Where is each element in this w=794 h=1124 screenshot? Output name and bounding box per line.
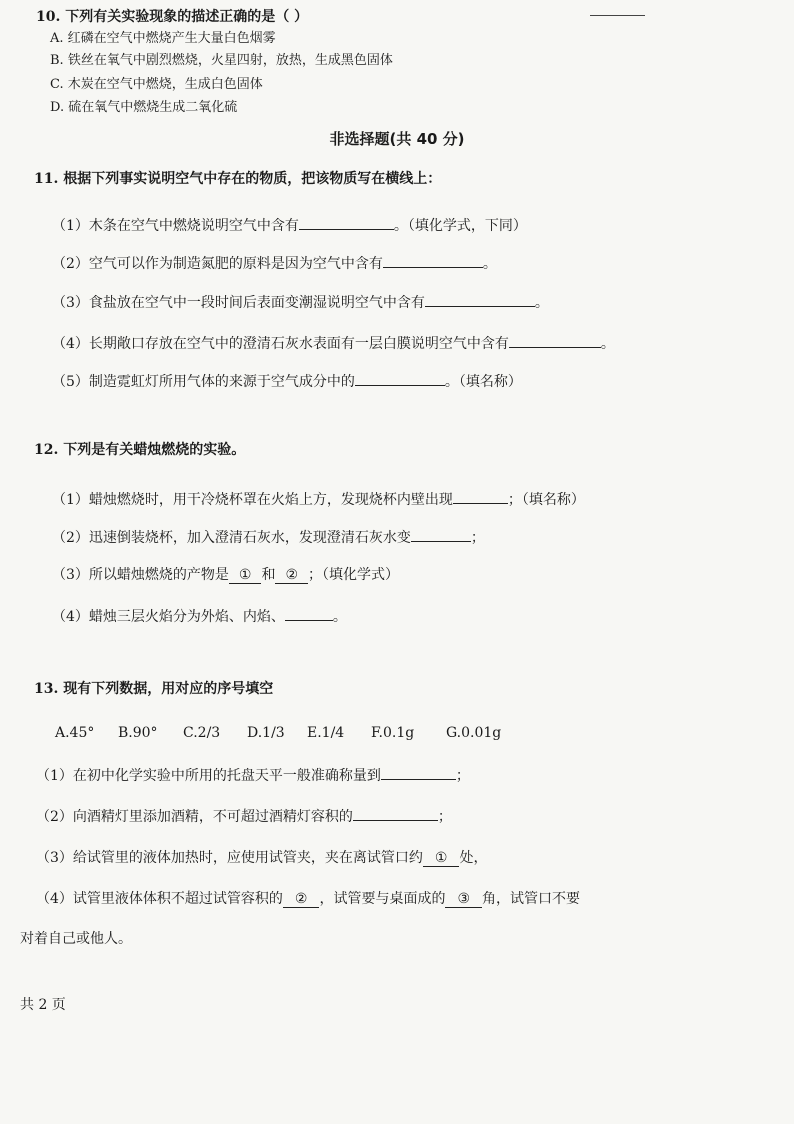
q12-blank-3a[interactable] (229, 567, 262, 584)
q12-blank-1[interactable] (453, 489, 508, 504)
q11-item-2-suffix: 。 (482, 256, 497, 272)
q10-option-b: B. 铁丝在氧气中剧烈燃烧，火星四射，放热，生成黑色固体 (50, 53, 393, 68)
q13-item-1 (36, 765, 470, 785)
q12-item-4-text: （4）蜡烛三层火焰分为外焰、内焰、 (52, 609, 285, 625)
q13-item-4 (36, 890, 580, 908)
q13-item-4-text: （4）试管里液体体积不超过试管容积的 (36, 891, 283, 907)
q12-item-1-text: （1）蜡烛燃烧时，用干冷烧杯罩在火焰上方，发现烧杯内壁出现 (52, 492, 453, 508)
q12-item-2 (52, 527, 485, 547)
q13-item-2-text: （2）向酒精灯里添加酒精，不可超过酒精灯容积的 (36, 809, 353, 825)
q12-item-2-text: （2）迅速倒装烧杯，加入澄清石灰水，发现澄清石灰水变 (52, 530, 411, 546)
q11-item-5 (52, 371, 522, 391)
q12-blank-2[interactable] (411, 527, 471, 542)
q11-item-4-text: （4）长期敞口存放在空气中的澄清石灰水表面有一层白膜说明空气中含有 (52, 336, 509, 352)
q12-item-1 (52, 489, 585, 509)
q13-option-c: C.2/3 (183, 725, 221, 741)
q11-item-3-text: （3）食盐放在空气中一段时间后表面变潮湿说明空气中含有 (52, 295, 425, 311)
q13-option-f: F.0.1g (371, 725, 415, 741)
q13-mark-1: ① (434, 850, 448, 866)
q11-item-3 (52, 292, 549, 312)
top-rule (590, 15, 645, 16)
q13-blank-3[interactable] (423, 850, 460, 867)
q13-item-2 (36, 806, 452, 826)
q13-option-g: G.0.01g (446, 725, 502, 741)
q13-blank-2[interactable] (353, 806, 438, 821)
q12-blank-4[interactable] (285, 606, 333, 621)
q12-mark-2: ② (285, 567, 299, 583)
q13-mark-2: ② (294, 891, 308, 907)
q12-title: 12. 下列是有关蜡烛燃烧的实验。 (34, 442, 246, 458)
q10-option-c: C. 木炭在空气中燃烧，生成白色固体 (50, 77, 263, 92)
q13-item-1-suffix: ； (455, 768, 470, 784)
q13-item-4-mid: ，试管要与桌面成的 (319, 891, 446, 907)
q12-blank-3b[interactable] (275, 567, 308, 584)
q13-mark-3: ③ (457, 891, 471, 907)
q11-blank-2[interactable] (383, 253, 483, 268)
q10-option-a: A. 红磷在空气中燃烧产生大量白色烟雾 (50, 31, 276, 46)
q12-item-3-mid: 和 (261, 567, 276, 583)
q13-item-3-suffix: 处， (459, 850, 488, 866)
q12-mark-1: ① (238, 567, 252, 583)
q11-item-1-suffix: 。（填化学式，下同） (393, 218, 527, 234)
q11-blank-3[interactable] (425, 292, 535, 307)
q13-blank-4a[interactable] (283, 891, 320, 908)
q12-item-3-text: （3）所以蜡烛燃烧的产物是 (52, 567, 229, 583)
q10-option-d: D. 硫在氧气中燃烧生成二氧化硫 (50, 100, 238, 115)
q11-blank-5[interactable] (355, 371, 445, 386)
q11-title: 11. 根据下列事实说明空气中存在的物质，把该物质写在横线上： (34, 171, 442, 187)
q11-item-4-suffix: 。 (600, 336, 615, 352)
q11-blank-4[interactable] (509, 333, 601, 348)
q12-item-4-suffix: 。 (332, 609, 347, 625)
q13-item-2-suffix: ； (437, 809, 452, 825)
q11-item-5-text: （5）制造霓虹灯所用气体的来源于空气成分中的 (52, 374, 355, 390)
q11-item-1-text: （1）木条在空气中燃烧说明空气中含有 (52, 218, 299, 234)
q12-item-1-suffix: ；（填名称） (507, 492, 585, 508)
q13-title: 13. 现有下列数据，用对应的序号填空 (34, 681, 274, 697)
q13-option-a: A.45° (55, 725, 95, 741)
q13-item-3 (36, 849, 487, 867)
page-footer: 共 2 页 (20, 997, 66, 1013)
q11-item-1 (52, 215, 527, 235)
q13-blank-1[interactable] (381, 765, 456, 780)
q12-item-3-suffix: ；（填化学式） (308, 567, 400, 583)
q13-item-3-text: （3）给试管里的液体加热时，应使用试管夹，夹在离试管口约 (36, 850, 423, 866)
q13-option-d: D.1/3 (247, 725, 285, 741)
q11-item-4 (52, 333, 615, 353)
q13-option-e: E.1/4 (307, 725, 345, 741)
q13-item-1-text: （1）在初中化学实验中所用的托盘天平一般准确称量到 (36, 768, 381, 784)
q11-item-2 (52, 253, 497, 273)
q11-item-3-suffix: 。 (534, 295, 549, 311)
q12-item-2-suffix: ； (470, 530, 485, 546)
section-heading: 非选择题(共 40 分) (329, 130, 465, 148)
q13-blank-4b[interactable] (445, 891, 482, 908)
q11-blank-1[interactable] (299, 215, 394, 230)
q12-item-3 (52, 566, 399, 584)
q13-item-4-continuation: 对着自己或他人。 (20, 931, 132, 947)
q13-item-4-suffix: 角，试管口不要 (482, 891, 581, 907)
q13-option-b: B.90° (118, 725, 158, 741)
q11-item-5-suffix: 。（填名称） (444, 374, 522, 390)
q10-title: 10. 下列有关实验现象的描述正确的是（ ） (36, 9, 309, 25)
q11-item-2-text: （2）空气可以作为制造氮肥的原料是因为空气中含有 (52, 256, 383, 272)
q12-item-4 (52, 606, 347, 626)
